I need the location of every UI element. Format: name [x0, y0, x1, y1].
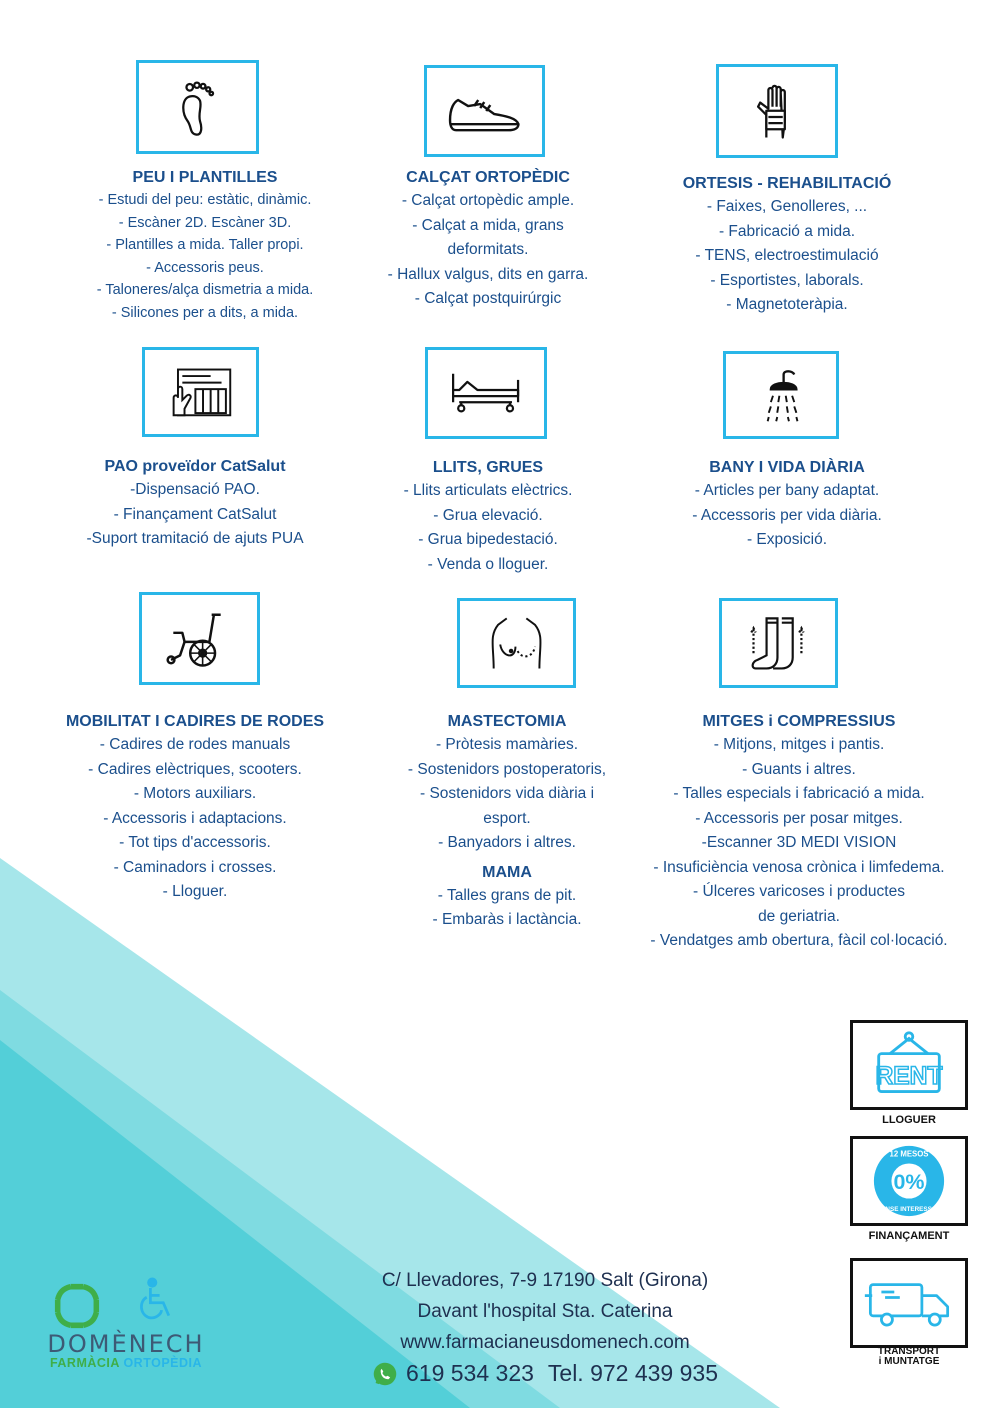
service-card-mastectomia [360, 711, 654, 933]
service-card-peu [40, 167, 370, 324]
service-line: - Articles per bany adaptat. [694, 482, 880, 499]
service-card-calcat [340, 167, 636, 312]
service-line: deformitats. [447, 241, 529, 258]
service-line: - Accessoris i adaptacions. [103, 809, 287, 827]
service-line: - Calçat ortopèdic ample. [401, 192, 575, 209]
website-link[interactable]: www.farmacianeusdomenech.com [400, 1332, 690, 1353]
transport-badge [850, 1258, 968, 1348]
service-line: - Escàner 2D. Escàner 3D. [118, 214, 292, 231]
service-lines [630, 733, 968, 954]
service-title: PAO proveïdor CatSalut [104, 458, 286, 475]
service-title: MOBILITAT I CADIRES DE RODES [65, 713, 325, 730]
service-line: - Talles especials i fabricació a mida. [673, 785, 925, 802]
service-line: - Motors auxiliars. [133, 785, 257, 802]
logo-ortopedia: ORTOPÈDIA [123, 1356, 203, 1370]
service-line: - Embaràs i lactància. [432, 911, 582, 928]
mobile-phone[interactable]: 619 534 323 [406, 1360, 534, 1386]
service-lines [40, 478, 350, 552]
service-line: - Exposició. [746, 531, 828, 548]
bed-icon-frame [425, 347, 547, 439]
stockings-icon [739, 614, 818, 673]
service-lines [360, 733, 654, 856]
hand-brace-icon-frame [716, 64, 838, 158]
landmark: Davant l'hospital Sta. Caterina [417, 1301, 673, 1322]
service-line: - Estudi del peu: estàtic, dinàmic. [98, 192, 312, 208]
service-lines [50, 733, 340, 905]
service-line: - Plantilles a mida. Taller propi. [106, 237, 304, 253]
service-line: - Mitjons, mitges i pantis. [713, 736, 885, 753]
document-hand-icon-frame [142, 347, 259, 437]
domenech-logo [36, 1275, 216, 1370]
foot-icon [157, 76, 239, 138]
zero-percent-icon [870, 1142, 948, 1220]
financing-badge [850, 1136, 968, 1226]
service-line: - Cadires de rodes manuals [99, 736, 291, 753]
service-subtitle: MAMA [482, 863, 532, 881]
service-card-ortesis [640, 173, 934, 318]
service-line: - Accessoris peus. [146, 259, 264, 276]
service-line: - Sostenidors vida diària i [419, 785, 595, 802]
service-line: - Guants i altres. [742, 760, 856, 778]
financing-label: FINANÇAMENT [868, 1230, 950, 1242]
service-lines [340, 189, 636, 312]
service-sublines [360, 884, 654, 933]
service-line: - Úlceres varicoses i productes [693, 883, 905, 900]
contact-footer [335, 1265, 755, 1389]
service-line: - Talles grans de pit. [437, 886, 577, 904]
service-line: - Taloneres/alça dismetria a mida. [96, 282, 314, 298]
service-line: - Lloguer. [162, 883, 228, 900]
service-line: de geriatria. [758, 907, 840, 925]
service-line: - Caminadors i crosses. [113, 858, 277, 876]
service-line: -Escanner 3D MEDI VISION [701, 834, 897, 851]
service-line: esport. [483, 809, 531, 827]
service-title: LLITS, GRUES [432, 459, 544, 476]
transport-label: TRANSPORT i MUNTATGE [877, 1346, 941, 1367]
no-interest-text: SENSE INTERESSOS [876, 1206, 942, 1214]
foot-icon-frame [136, 60, 259, 154]
service-line: - Insuficiència venosa crònica i limfedema. [653, 858, 945, 876]
service-card-mobilitat [50, 711, 340, 905]
service-line: -Dispensació PAO. [130, 481, 260, 498]
rent-label: LLOGUER [882, 1114, 936, 1126]
service-title: MITGES i COMPRESSIUS [702, 713, 896, 730]
zero-percent-text: 0% [893, 1169, 925, 1194]
landline-phone[interactable]: Tel. 972 439 935 [547, 1360, 718, 1386]
service-line: - Fabricació a mida. [718, 222, 856, 240]
shower-icon [743, 366, 820, 423]
bed-icon [445, 363, 526, 423]
service-line: - Esportistes, laborals. [710, 271, 864, 289]
service-line: - Sostenidors postoperatoris, [407, 760, 607, 778]
service-lines [640, 195, 934, 318]
service-line: - Grua bipedestació. [418, 531, 558, 548]
service-line: - TENS, electroestimulació [695, 247, 879, 264]
document-hand-icon [162, 363, 240, 422]
service-line: - Faixes, Genolleres, ... [706, 198, 868, 215]
rent-badge [850, 1020, 968, 1110]
rent-sign-text: RENT [875, 1062, 943, 1090]
service-line: - Finançament CatSalut [113, 505, 277, 523]
service-line: - Accessoris per vida diària. [692, 506, 882, 524]
shower-icon-frame [723, 351, 839, 439]
service-card-bany [640, 457, 934, 553]
wheelchair-icon [159, 608, 240, 669]
whatsapp-icon[interactable] [372, 1361, 398, 1387]
service-lines [40, 189, 370, 324]
logo-name: DOMÈNECH [47, 1330, 205, 1358]
service-line: - Banyadors i altres. [438, 834, 576, 851]
hand-brace-icon [736, 80, 817, 142]
service-line: - Cadires elèctriques, scooters. [88, 760, 302, 778]
service-title: ORTESIS - REHABILITACIÓ [682, 175, 892, 192]
truck-icon [863, 1275, 955, 1331]
logo-farmacia: FARMÀCIA [49, 1356, 120, 1370]
torso-icon-frame [457, 598, 576, 688]
shoe-icon [444, 81, 525, 141]
service-title: CALÇAT ORTOPÈDIC [406, 169, 570, 186]
service-line: - Silicones per a dits, a mida. [111, 304, 299, 321]
service-line: - Venda o lloguer. [427, 555, 549, 573]
logo-subtitle [36, 1356, 216, 1370]
shoe-icon-frame [424, 65, 545, 157]
months-text: 12 MESOS [889, 1149, 929, 1159]
service-line: - Tot tips d'accessoris. [119, 834, 271, 851]
service-lines [640, 479, 934, 553]
service-line: - Calçat postquirúrgic [414, 290, 562, 307]
service-line: - Magnetoteràpia. [726, 296, 848, 313]
service-card-mitges [630, 711, 968, 954]
address: C/ Llevadores, 7-9 17190 Salt (Girona) [381, 1270, 709, 1291]
service-title: MASTECTOMIA [447, 713, 567, 730]
service-line: - Llits articulats elèctrics. [403, 482, 573, 499]
service-line: - Calçat a mida, grans [412, 216, 564, 234]
service-line: - Accessoris per posar mitges. [695, 809, 903, 827]
service-line: - Vendatges amb obertura, fàcil col·locació. [650, 932, 948, 949]
rent-sign-icon [861, 1029, 957, 1101]
service-title: PEU I PLANTILLES [132, 169, 278, 186]
torso-icon [477, 614, 556, 673]
service-title: BANY I VIDA DIÀRIA [709, 459, 865, 476]
service-line: -Suport tramitació de ajuts PUA [86, 530, 304, 547]
service-line: - Hallux valgus, dits en garra. [387, 265, 589, 283]
service-line: - Pròtesis mamàries. [435, 736, 579, 753]
service-card-pao [40, 456, 350, 552]
service-card-llits [340, 457, 636, 577]
pharmacy-cross-icon [54, 1283, 100, 1329]
service-lines [340, 479, 636, 577]
wheelchair-access-icon [132, 1275, 178, 1325]
stockings-icon-frame [719, 598, 838, 688]
phone-row [335, 1358, 755, 1389]
wheelchair-icon-frame [139, 592, 260, 685]
service-line: - Grua elevació. [433, 506, 543, 524]
